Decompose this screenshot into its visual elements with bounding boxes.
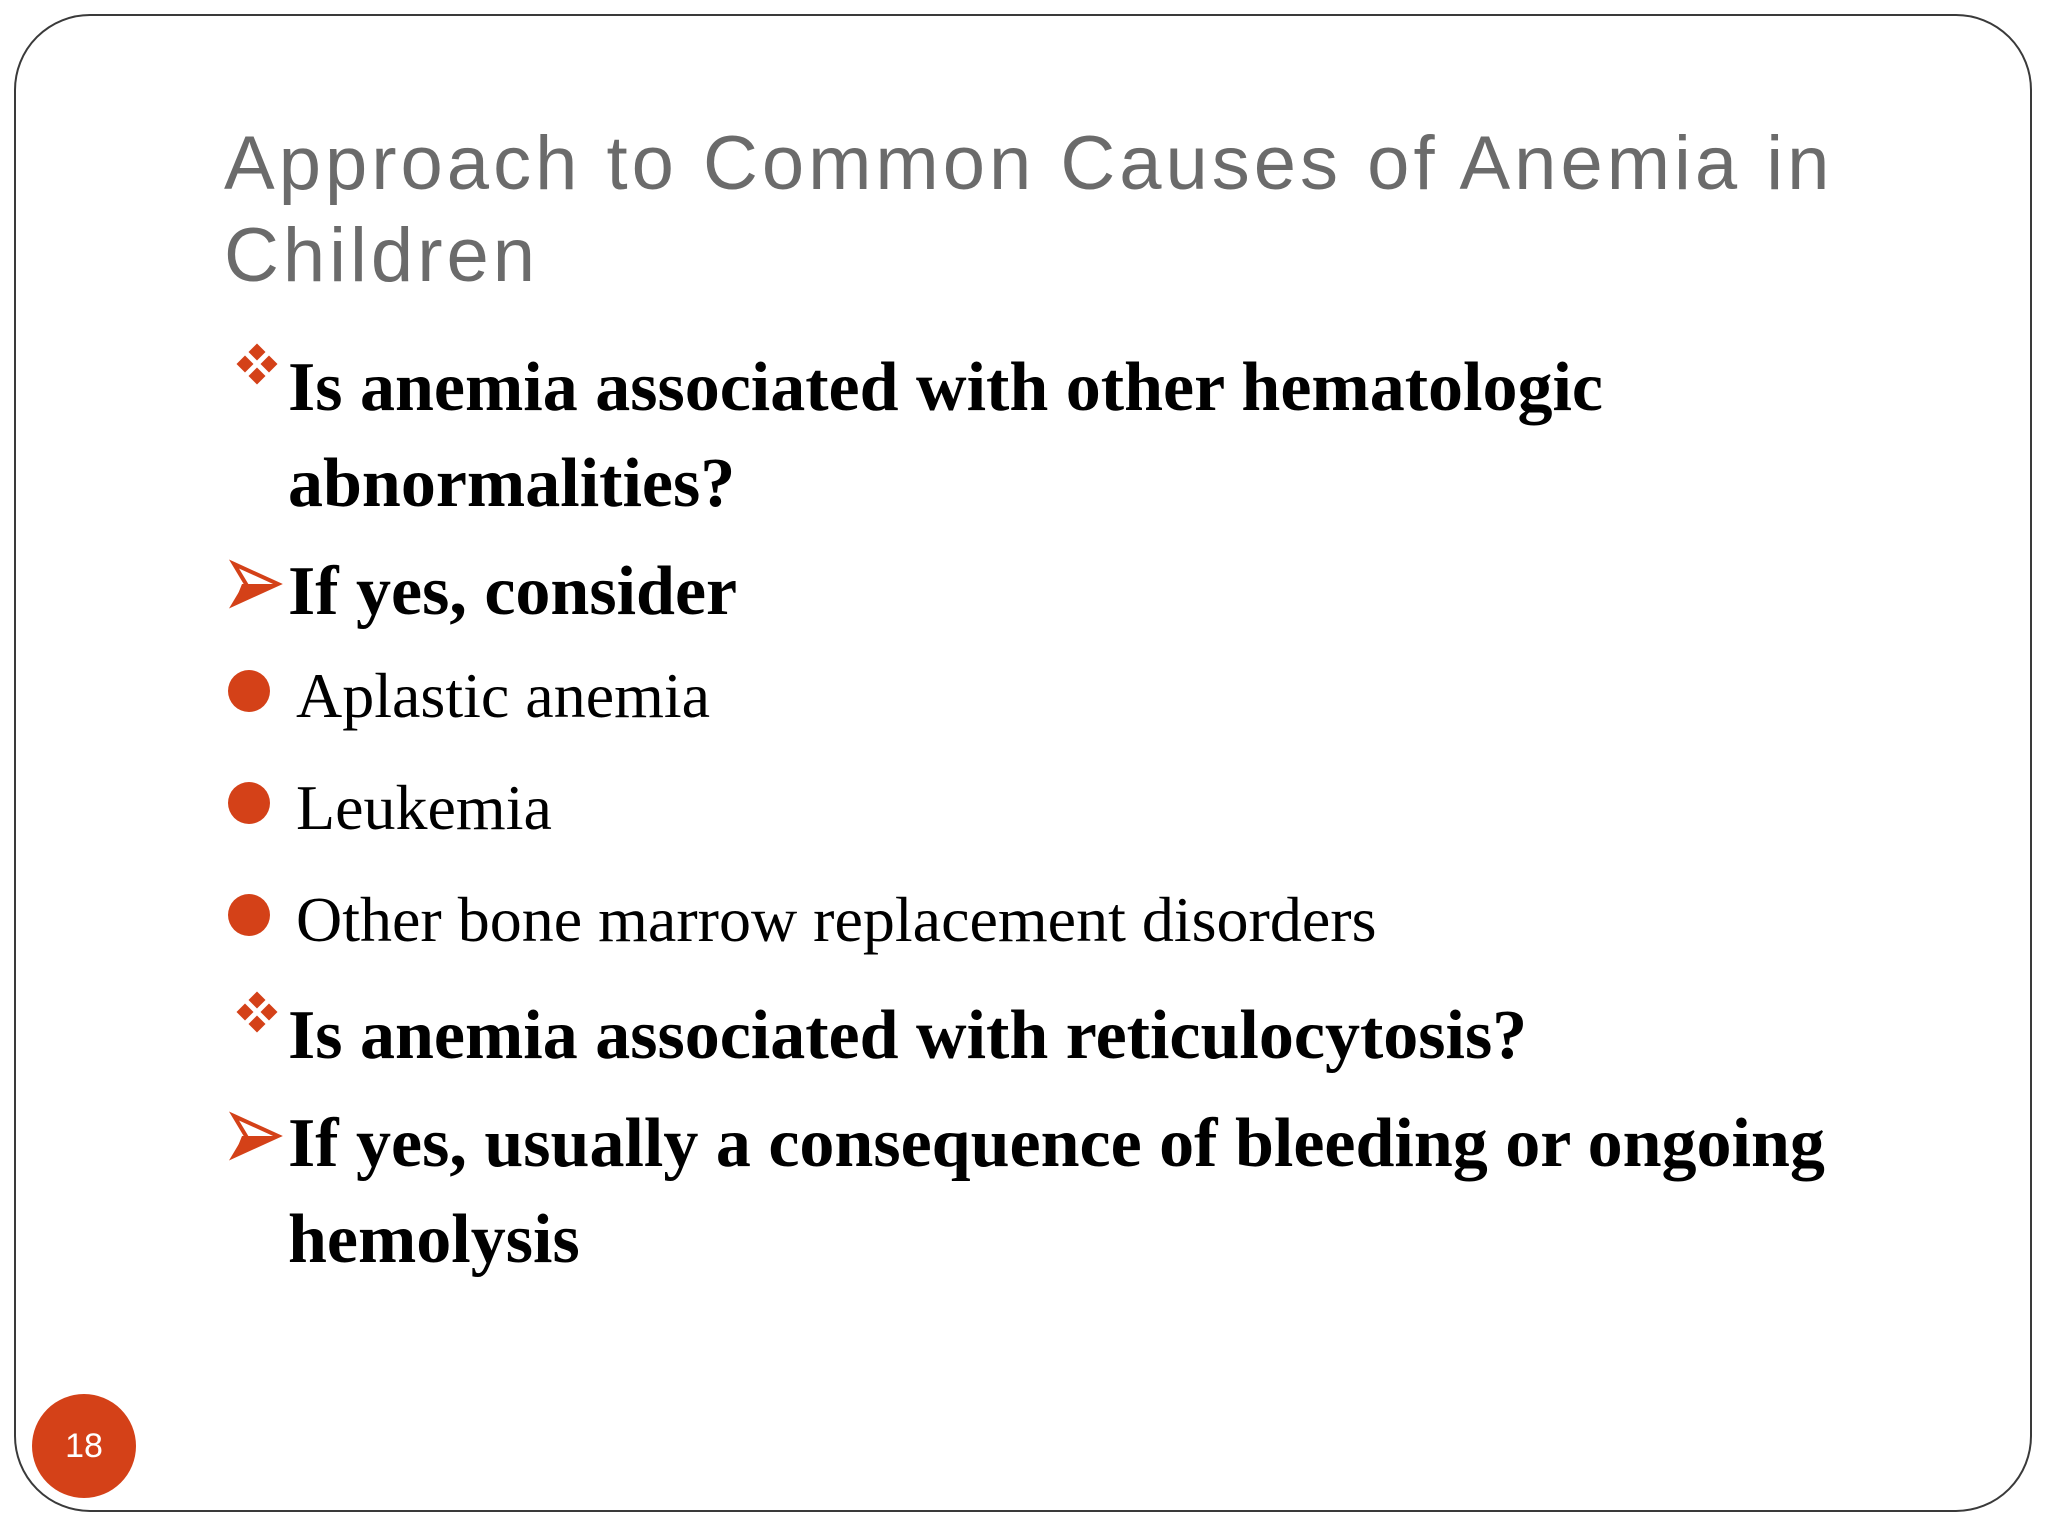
bullet-item-detail bbox=[220, 764, 1960, 852]
bullet-item-answer bbox=[220, 544, 1960, 640]
diamond-cluster-icon bbox=[228, 988, 288, 1084]
arrowhead-icon bbox=[228, 544, 288, 640]
bullet-text: Other bone marrow replacement disorders bbox=[296, 884, 1377, 955]
dot-icon bbox=[228, 894, 270, 936]
bullet-text: Is anemia associated with other hematologic abnormalities? bbox=[288, 349, 1603, 522]
bullet-text: Is anemia associated with reticulocytosis? bbox=[288, 997, 1528, 1074]
arrowhead-icon bbox=[228, 1096, 288, 1192]
dot-icon bbox=[228, 670, 270, 712]
bullet-text: If yes, usually a consequence of bleeding or ongoing hemolysis bbox=[288, 1105, 1825, 1278]
dot-icon bbox=[228, 782, 270, 824]
bullet-item-question bbox=[220, 340, 1960, 532]
page-number-badge: 18 bbox=[32, 1394, 136, 1498]
bullet-item-detail bbox=[220, 876, 1960, 964]
bullet-text: Leukemia bbox=[296, 772, 552, 843]
diamond-cluster-icon bbox=[228, 340, 288, 436]
bullet-item-question bbox=[220, 988, 1960, 1084]
bullet-text: If yes, consider bbox=[288, 553, 738, 630]
bullet-text: Aplastic anemia bbox=[296, 660, 711, 731]
bullet-list bbox=[220, 340, 1960, 1300]
bullet-item-detail bbox=[220, 652, 1960, 740]
bullet-item-answer bbox=[220, 1096, 1960, 1288]
slide-title: Approach to Common Causes of Anemia in Children bbox=[224, 121, 1834, 298]
